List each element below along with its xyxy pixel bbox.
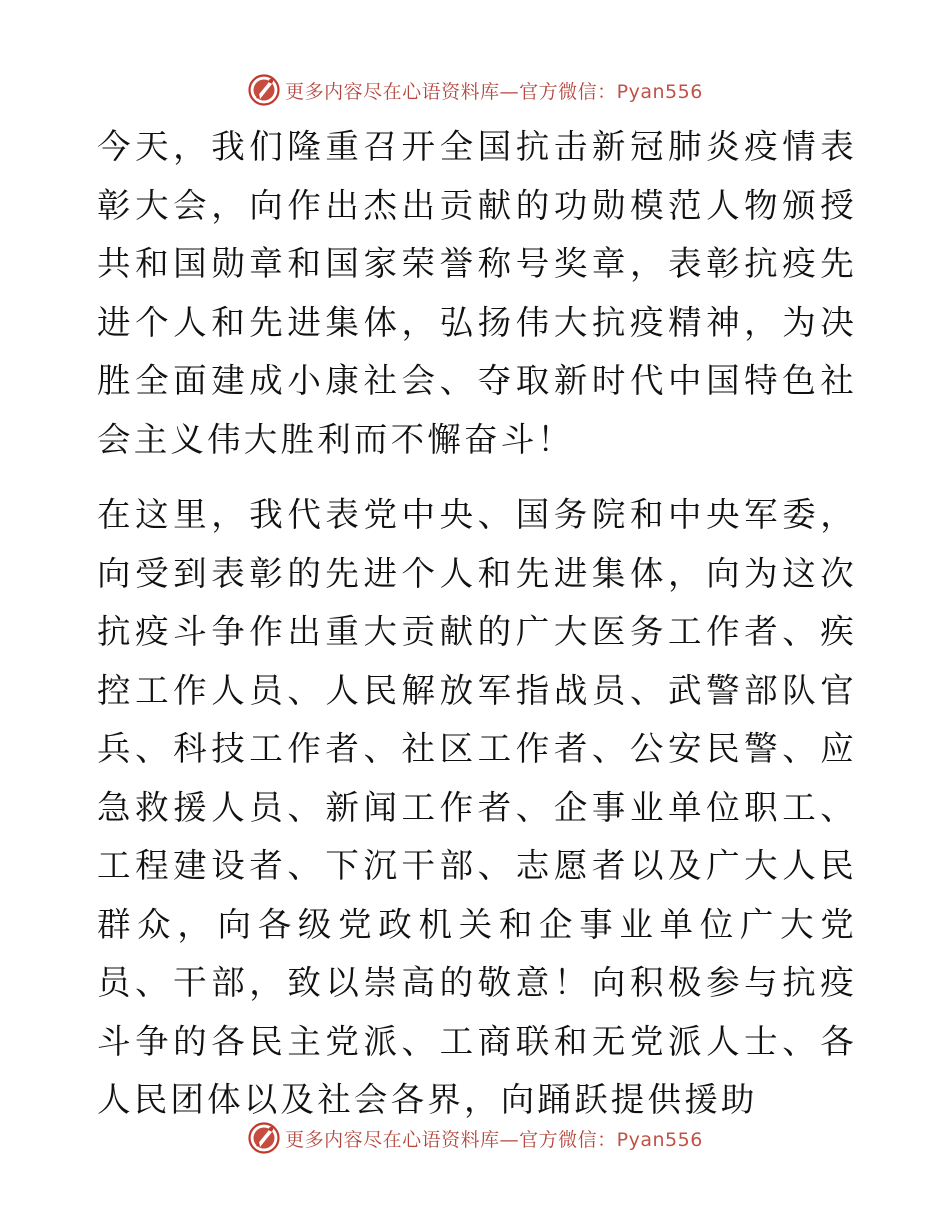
paragraph-1: 今天，我们隆重召开全国抗击新冠肺炎疫情表彰大会，向作出杰出贡献的功勋模范人物颁授共和国勋章和国家荣誉称号奖章，表彰抗疫先进个人和先进集体，弘扬伟大抗疫精神，为决胜全面建成小康社会、夺取新时代中国特色社会主义伟大胜利而不懈奋斗！ (97, 127, 857, 459)
wechat-id: Pyan556 (616, 1128, 703, 1151)
footer-watermark (0, 1118, 950, 1158)
header-watermark (0, 70, 950, 110)
watermark-text: 更多内容尽在心语资料库—官方微信：Pyan556 (285, 80, 703, 103)
paragraph-2: 在这里，我代表党中央、国务院和中央军委，向受到表彰的先进个人和先进集体，向为这次抗疫斗争作出重大贡献的广大医务工作者、疾控工作人员、人民解放军指战员、武警部队官兵、科技工作者、社区工作者、公安民警、应急救援人员、新闻工作者、企事业单位职工、工程建设者、下沉干部、志愿者以及广大人民群众，向各级党政机关和企事业单位广大党员、干部，致以崇高的敬意！向积极参与抗疫斗争的各民主党派、工商联和无党派人士、各人民团体以及社会各界，向踊跃提供援助 (97, 495, 857, 1119)
document-body (97, 118, 857, 1130)
watermark-text: 更多内容尽在心语资料库—官方微信：Pyan556 (285, 1128, 703, 1151)
wechat-id: Pyan556 (616, 80, 703, 103)
quill-logo-icon (247, 1121, 281, 1155)
quill-logo-icon (247, 73, 281, 107)
